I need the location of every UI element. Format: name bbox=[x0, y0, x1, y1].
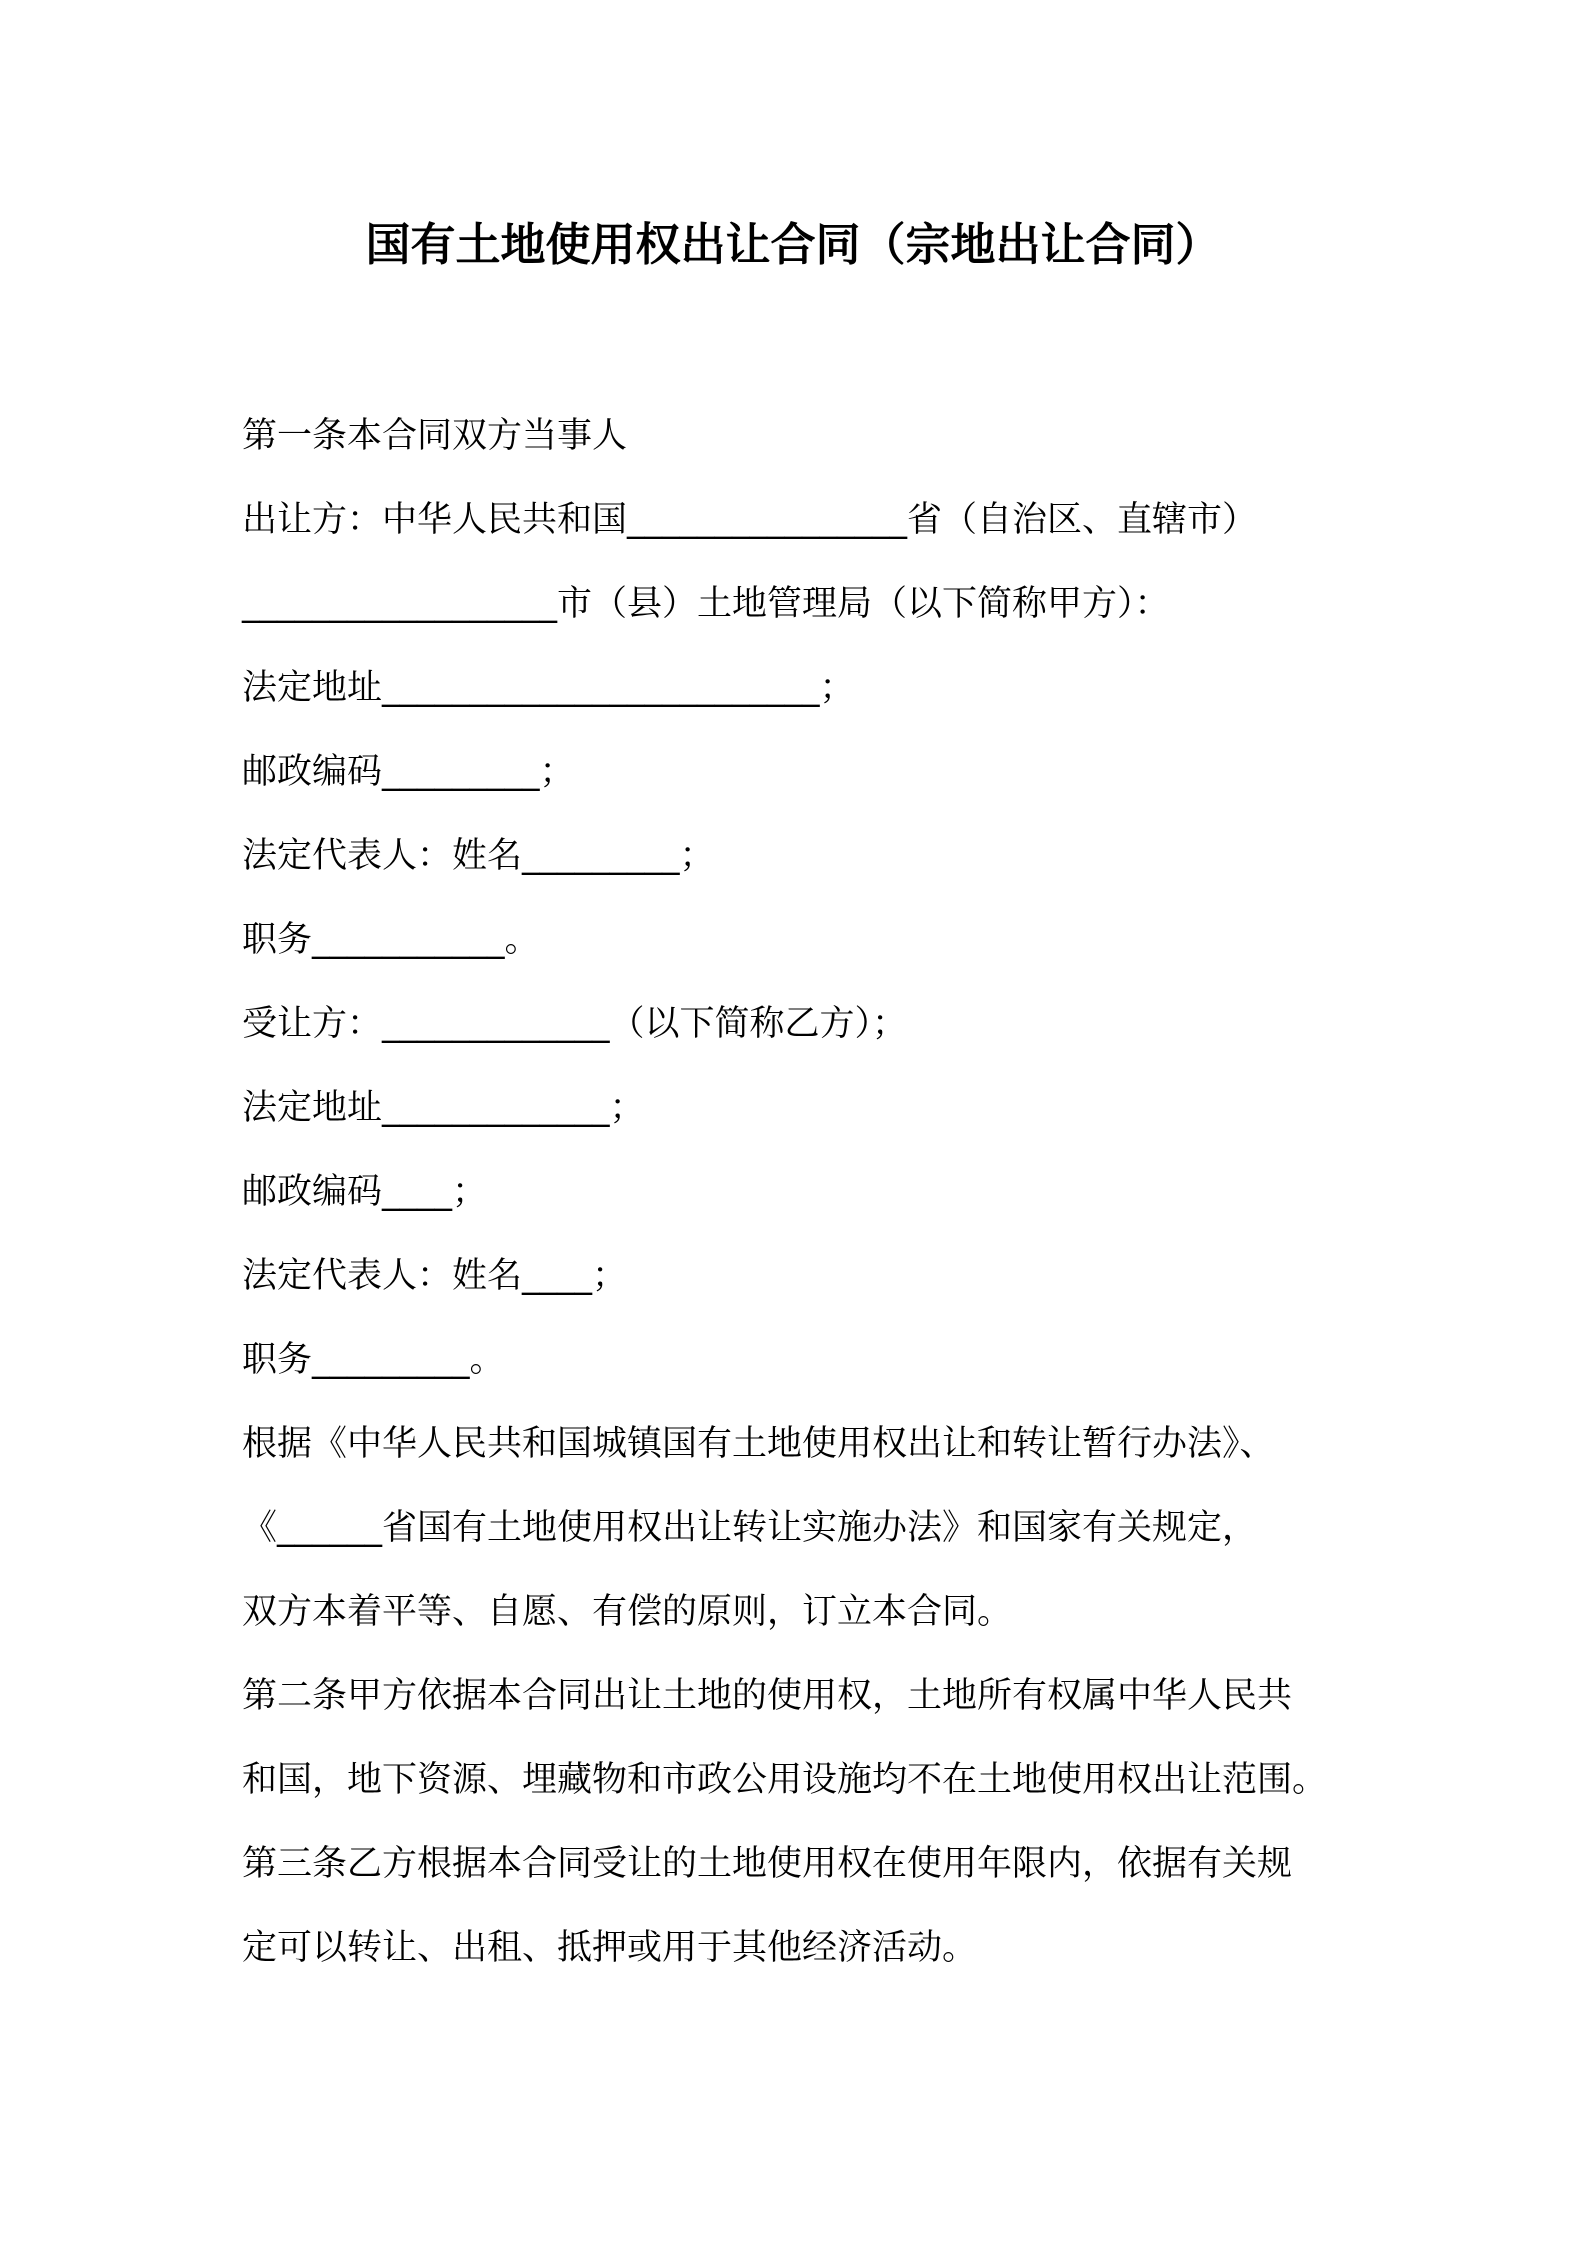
grantee-position-line: 职务_________。 bbox=[242, 1340, 505, 1380]
preamble-line-3: 双方本着平等、自愿、有偿的原则，订立本合同。 bbox=[242, 1592, 1013, 1632]
grantor-bureau-line: __________________市（县）土地管理局（以下简称甲方）： bbox=[242, 584, 1170, 624]
clause-2-line-2: 和国，地下资源、埋藏物和市政公用设施均不在土地使用权出让范围。 bbox=[242, 1760, 1328, 1800]
grantee-postcode-line: 邮政编码____； bbox=[242, 1172, 488, 1212]
grantee-representative-line: 法定代表人：姓名____； bbox=[242, 1256, 628, 1296]
grantor-address-line: 法定地址_________________________； bbox=[242, 668, 855, 708]
document-title: 国有土地使用权出让合同（宗地出让合同） bbox=[365, 218, 1221, 271]
grantor-representative-line: 法定代表人：姓名_________； bbox=[242, 836, 715, 876]
preamble-line-2: 《______省国有土地使用权出让转让实施办法》和国家有关规定， bbox=[242, 1508, 1258, 1548]
grantee-line: 受让方：_____________（以下简称乙方）； bbox=[242, 1004, 908, 1044]
grantee-address-line: 法定地址_____________； bbox=[242, 1088, 645, 1128]
grantor-postcode-line: 邮政编码_________； bbox=[242, 752, 575, 792]
clause-3-line-1: 第三条乙方根据本合同受让的土地使用权在使用年限内，依据有关规 bbox=[242, 1844, 1293, 1884]
clause-1-heading: 第一条本合同双方当事人 bbox=[242, 416, 628, 456]
grantor-position-line: 职务___________。 bbox=[242, 920, 540, 960]
clause-2-line-1: 第二条甲方依据本合同出让土地的使用权，土地所有权属中华人民共 bbox=[242, 1676, 1293, 1716]
preamble-line-1: 根据《中华人民共和国城镇国有土地使用权出让和转让暂行办法》、 bbox=[242, 1424, 1275, 1464]
clause-3-line-2: 定可以转让、出租、抵押或用于其他经济活动。 bbox=[242, 1928, 978, 1968]
grantor-line: 出让方：中华人民共和国________________省（自治区、直辖市） bbox=[242, 500, 1258, 540]
